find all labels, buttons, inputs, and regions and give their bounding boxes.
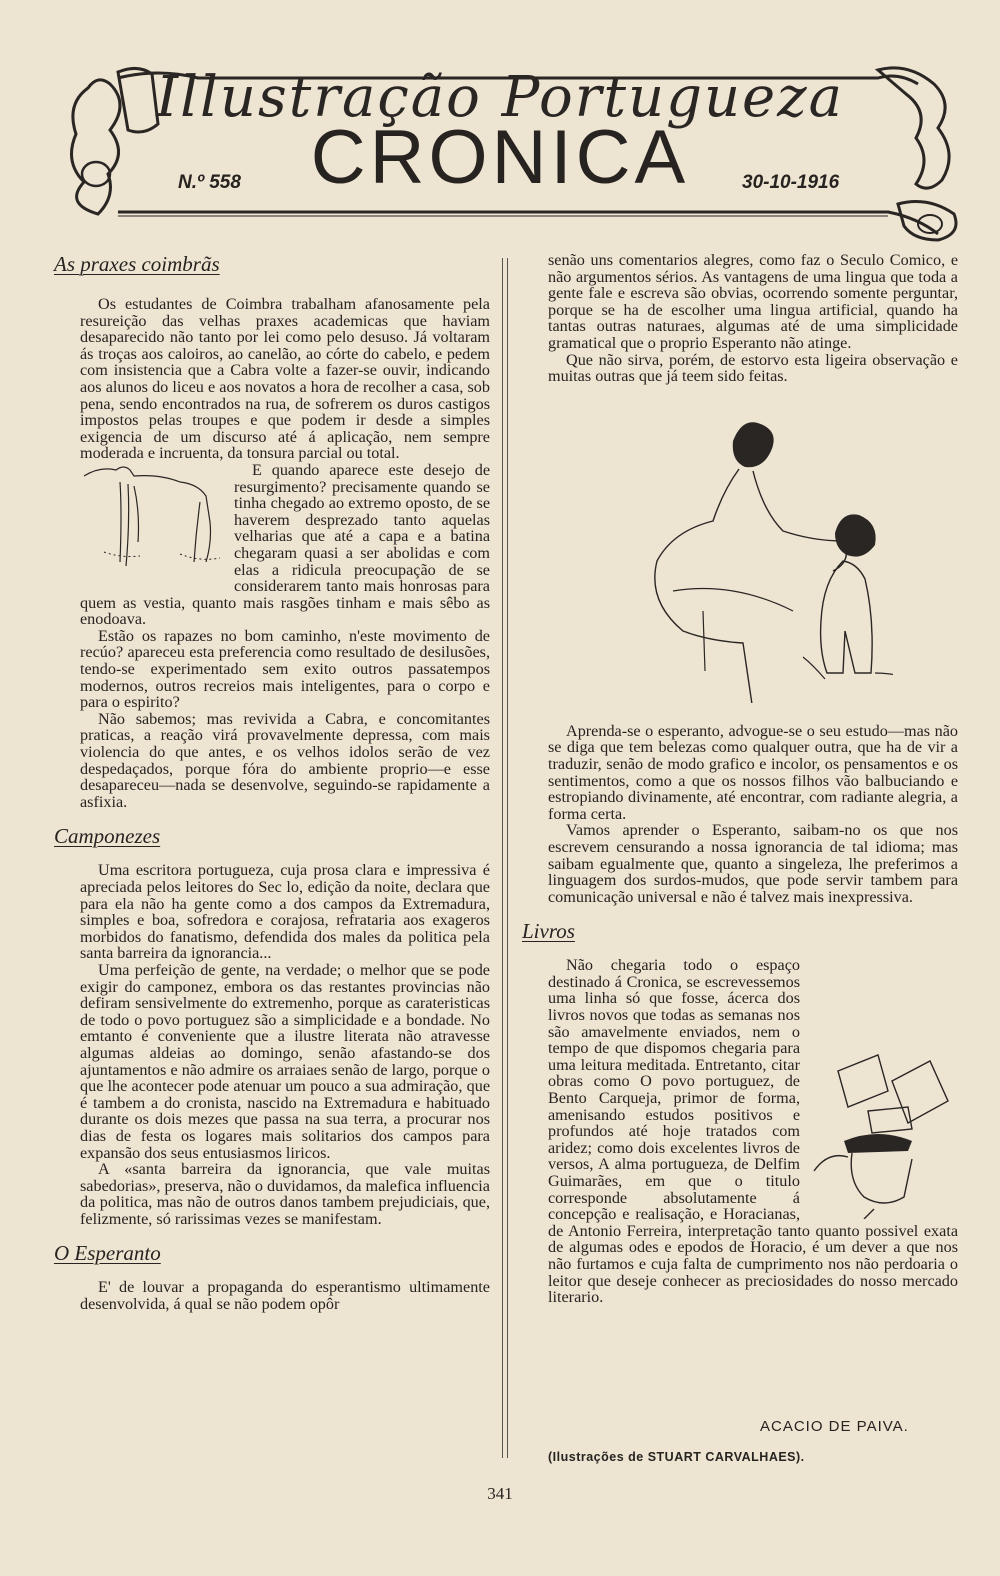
paragraph: A «santa barreira da ignorancia, que vale muitas sabedorias», preserva, não o duvidamos, da malefica influencia da politica, mas não de outros danos tambem prejudiciais, que, felizmente, só rarissimas vezes se manifestam. xyxy=(80,1160,490,1228)
section-heading-camponezes: Camponezes xyxy=(54,824,161,849)
section-heading-livros: Livros xyxy=(522,919,575,944)
paragraph: Não chegaria todo o espaço destinado á Cronica, se escrevessemos uma linha só que fosse, ácerca dos livros novos que todas as semanas nos são amavelmente enviados, nem o tempo de que dispomos chegaria para uma leitura meditada. Entretanto, citar obras como O povo portuguez, de Bento Carqueja, primor de forma, amenisando estudos positivos e profundos até hoje tratados com aridez; como dois excelentes livros de versos, A alma portugueza, de Delfim Guimarães, em que o titulo corresponde absolutamente á concepção e realisação, e Horacianas, de Antonio Ferreira, interpretação tanto quanto possivel exata de algumas odes e epodos de Horacio, é um dever a que nos não furtamos e cuja falta de cumprimento nos não perdoaria o leitor que deseje conhecer as preciosidades do nosso mercado literario. xyxy=(548,956,958,1307)
paragraph: Uma escritora portugueza, cuja prosa clara e impressiva é apreciada pelos leitores do Sec lo, edição da noite, declara que para ela não ha gente como a dos campos da Extremadura, simples e boa, sofredora e corajosa, refrataria aos exageros morbidos do fanatismo, defendida dos males da politica pela santa barreira da ignorancia... xyxy=(80,861,490,963)
section-heading-praxes: As praxes coimbrãs xyxy=(54,252,220,276)
paragraph: Os estudantes de Coimbra trabalham afanosamente pela resureição das velhas praxes academicas que haviam desaparecido não tanto por lei como pelo desuso. Já voltaram ás troças aos caloiros, ao canelão, ao córte do cabelo, e pedem com insistencia que a Cabra volte a fazer-se ouvir, indicando aos alunos do liceu e aos novatos a hora de recolher a casa, sob pena, sendo encontrados na rua, de sofrerem os duros castigos impostos pelas troupes e que podem ir desde a simples exigencia de um discurso até á aplicação, nem sempre moderada e incruenta, da tonsura parcial ou total. xyxy=(80,295,490,463)
goat-illustration xyxy=(80,462,226,586)
reader-with-books-illustration xyxy=(808,1041,958,1219)
illustration-credit: (Ilustrações de STUART CARVALHAES). xyxy=(548,1450,805,1464)
issue-number: N.º 558 xyxy=(178,172,241,193)
paragraph: Aprenda-se o esperanto, advogue-se o seu estudo—mas não se diga que tem belezas como qualquer outra, que ha de vir a traduzir, senão de modo grafico e incolor, os pensamentos e os sentimentos, como a que os nossos filhos vão balbuciando e estropiando divinamente, até encontrar, com radiante alegria, a forma certa. xyxy=(548,721,958,823)
right-column xyxy=(522,251,958,1307)
paragraph: Estão os rapazes no bom caminho, n'este movimento de recúo? apareceu esta preferencia como resultado de desilusões, tendo-se experimentado sem exito outros passatempos modernos, outros recreios mais inteligentes, para o corpo e para o espirito? xyxy=(80,626,490,712)
masthead-title: CRONICA xyxy=(310,115,690,200)
left-column xyxy=(54,252,490,1314)
mother-child-illustration xyxy=(613,411,893,703)
paragraph: E quando aparece este desejo de resurgimento? precisamente quando se tinha chegado ao extremo oposto, de se haverem desprezado tanto aquelas velharias que até a capa e a batina chegaram quasi a ser abolidas e com elas a ridicula preocupação de se considerarem tanto mais honrosas para quem as vestia, quanto mais rasgões tinham e mais sêbo as enodoava. xyxy=(80,460,490,629)
paragraph: E' de louvar a propaganda do esperantismo ultimamente desenvolvida, á qual se não podem opôr xyxy=(80,1278,490,1314)
section-heading-esperanto: O Esperanto xyxy=(54,1241,161,1266)
paragraph: Que não sirva, porém, de estorvo esta ligeira observação e muitas outras que já teem sido feitas. xyxy=(548,350,958,386)
author-signature: ACACIO DE PAIVA. xyxy=(760,1418,909,1435)
paragraph: Não sabemos; mas revivida a Cabra, e concomitantes praticas, a reação virá provavelmente depressa, com mais violencia do que antes, e os velhos idolos serão de vez despedaçados, porque fóra do ambiente proprio—e esse desapareceu—nada se desenvolve, seguindo-se rapidamente a asfixia. xyxy=(80,709,490,811)
paragraph: Uma perfeição de gente, na verdade; o melhor que se pode exigir do camponez, embora os das restantes provincias não defiram sensivelmente do extremenho, porque as carateristicas de todo o povo portuguez são a simplicidade e a bondade. No emtanto é conveniente que a ilustre literata não atravesse algumas aldeias ao domingo, senão afastando-se dos ajuntamentos e não admire os arraiaes senão de largo, porque o que lhe acontecer pode atenuar um pouco a sua admiração, que é tambem a do cronista, nascido na Extremadura e habituado durante os dois mezes que passa na sua terra, a procurar nos dias de festa os logares mais solitarios dos campos para expansão dos seus entusiasmos liricos. xyxy=(80,960,490,1162)
paragraph: Vamos aprender o Esperanto, saibam-no os que nos escrevem censurando a nossa ignorancia de tal idioma; mas saibam egualmente que, quanto a singeleza, lhe preferimos a linguagem dos surdos-mudos, que pode servir tambem para comunicação universal e não é talvez mais inexpressiva. xyxy=(548,821,958,906)
column-divider xyxy=(502,258,508,1458)
paragraph: senão uns comentarios alegres, como faz o Seculo Comico, e não argumentos sérios. As vantagens de uma lingua que toda a gente fale e escreva são obvias, ocorrendo somente perguntar, porque se ha de escolher uma lingua artificial, quando ha tantas outras naturaes, algumas até de uma simplicidade gramatical que o proprio Esperanto não atinge. xyxy=(548,251,958,352)
page-number: 341 xyxy=(487,1484,513,1503)
issue-date: 30-10-1916 xyxy=(742,172,840,193)
masthead-script-title: Illustração Portugueza xyxy=(155,65,845,130)
